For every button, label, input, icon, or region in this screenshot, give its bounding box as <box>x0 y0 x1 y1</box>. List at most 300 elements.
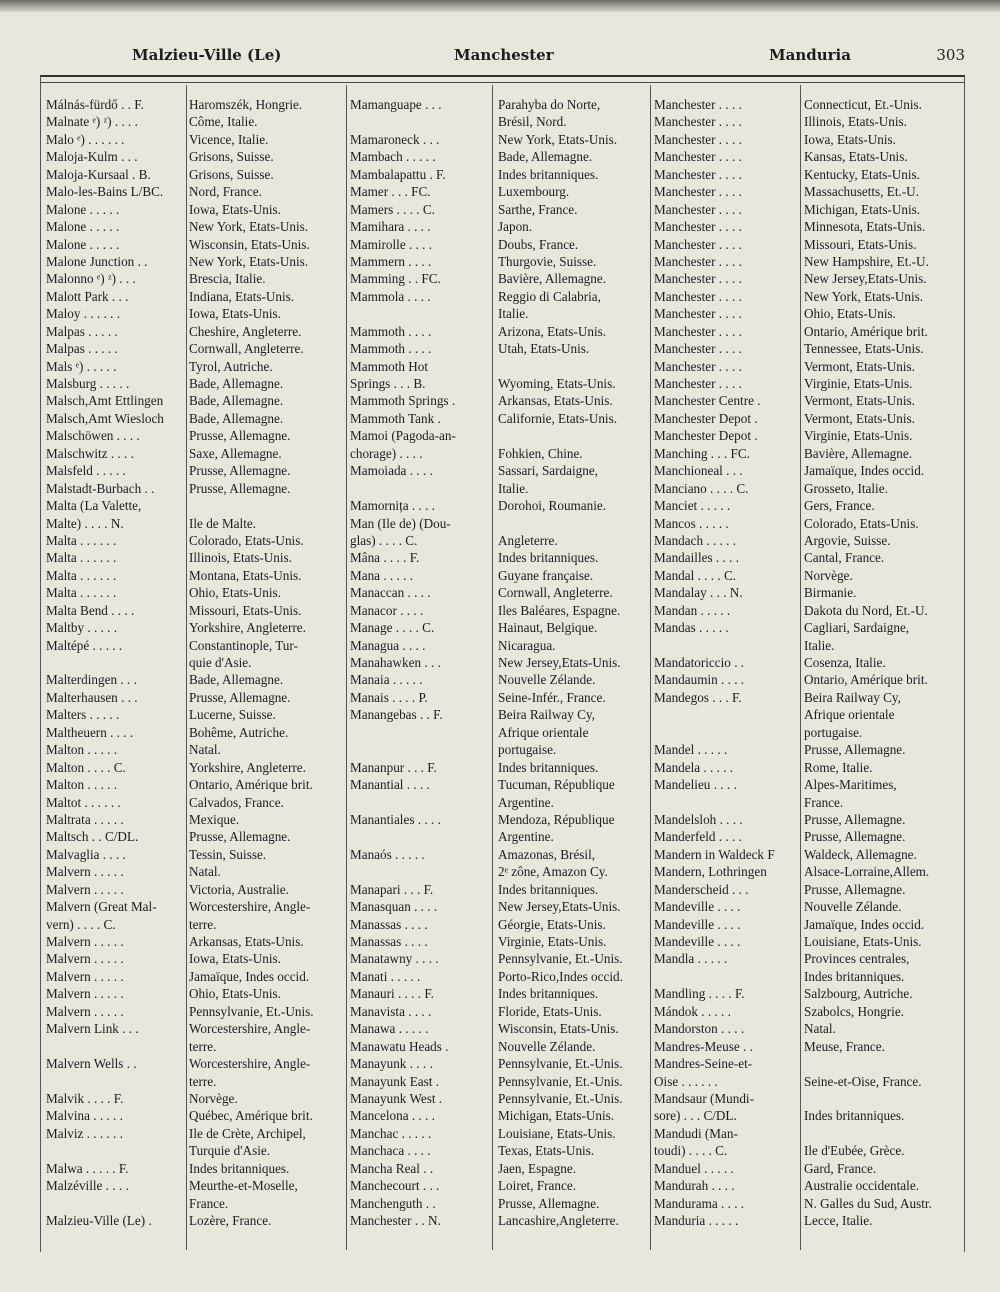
entry-row <box>350 462 650 479</box>
entry-row <box>46 1212 351 1229</box>
place-location: New Jersey,Etats-Unis. <box>498 655 621 670</box>
place-location: Grisons, Suisse. <box>189 166 274 182</box>
place-location: Angleterre. <box>498 532 558 548</box>
place-name: Manasquan . . . . <box>350 899 438 915</box>
place-location: Porto-Rico,Indes occid. <box>498 968 623 984</box>
place-name: Mandres-Seine-et- <box>654 1056 753 1072</box>
place-name: Mandela . . . . . <box>654 759 734 775</box>
entry-row <box>46 1107 351 1124</box>
entry-row <box>46 846 351 863</box>
place-location: Victoria, Australie. <box>189 881 289 897</box>
place-location: Mendoza, République <box>498 811 615 827</box>
place-name: Malviz . . . . . . <box>46 1125 123 1141</box>
place-name: Malta Bend . . . . <box>46 602 135 618</box>
place-name: Malzéville . . . . <box>46 1178 129 1194</box>
place-location: Nord, France. <box>189 184 262 200</box>
place-location: Massachusetts, Et.-U. <box>804 184 920 200</box>
place-name: toudi) . . . . C. <box>654 1143 728 1159</box>
place-name: Malvern . . . . . <box>46 968 124 984</box>
place-location: Waldeck, Allemagne. <box>804 846 917 862</box>
place-location: Natal. <box>189 864 221 880</box>
place-location: Bade, Allemagne. <box>189 410 284 426</box>
place-location: Calvados, France. <box>189 794 284 810</box>
place-location: Québec, Amérique brit. <box>189 1108 313 1124</box>
place-location: Virginie, Etats-Unis. <box>804 428 913 444</box>
place-location: Pennsylvanie, Et.-Unis. <box>498 951 623 967</box>
place-location: N. Galles du Sud, Austr. <box>804 1195 932 1211</box>
place-name: Managua . . . . <box>350 637 426 653</box>
entry-row <box>350 1142 650 1159</box>
place-location: Ontario, Amérique brit. <box>189 777 313 793</box>
place-location: Côme, Italie. <box>189 114 258 130</box>
place-name: Mana . . . . . <box>350 567 413 583</box>
entry-row <box>654 480 954 497</box>
entry-row <box>46 288 351 305</box>
place-name: Manchioneal . . . <box>654 463 743 479</box>
place-name: Malschwitz . . . . <box>46 445 134 461</box>
entry-row <box>350 846 650 863</box>
entry-row <box>654 1125 954 1142</box>
place-name: chorage) . . . . <box>350 445 423 461</box>
place-location: New York, Etats-Unis. <box>189 219 309 235</box>
place-location: Ohio, Etats-Unis. <box>189 585 281 601</box>
place-location: Jamaïque, Indes occid. <box>189 968 310 984</box>
entry-row <box>350 410 650 427</box>
place-location: New Jersey,Etats-Unis. <box>498 899 621 915</box>
entry-row <box>46 201 351 218</box>
entry-row <box>654 1107 954 1124</box>
entry-row <box>350 497 650 514</box>
place-location: Ile d'Eubée, Grèce. <box>804 1143 905 1159</box>
place-name: Manchester Centre . <box>654 393 761 409</box>
entry-row <box>46 689 351 706</box>
entry-row <box>350 358 650 375</box>
place-location: Bade, Allemagne. <box>189 393 284 409</box>
entry-row <box>46 497 351 514</box>
entry-row <box>350 619 650 636</box>
place-name: Manantial . . . . <box>350 777 430 793</box>
place-location: Indes britanniques. <box>498 759 599 775</box>
place-location: Prusse, Allemagne. <box>189 689 291 705</box>
place-location: Vermont, Etats-Unis. <box>804 358 915 374</box>
page-header <box>40 46 965 68</box>
entry-row <box>350 236 650 253</box>
place-location: Ile de Malte. <box>189 515 257 531</box>
place-name: Manchester . . . . <box>654 236 742 252</box>
place-name: Manchester . . N. <box>350 1213 441 1228</box>
entry-row <box>654 288 954 305</box>
place-name: Manchester . . . . <box>654 306 742 322</box>
place-name: Manacor . . . . <box>350 602 424 618</box>
entry-row <box>654 305 954 322</box>
place-name: Manapari . . . F. <box>350 881 434 897</box>
entry-row <box>654 1142 954 1159</box>
place-location: Arizona, Etats-Unis. <box>498 323 607 339</box>
entry-row <box>654 1055 954 1072</box>
place-name: Mancos . . . . . <box>654 515 729 531</box>
place-name: Mammoth . . . . <box>350 341 432 357</box>
place-name: Mamanguape . . . <box>350 97 442 112</box>
place-location: Cosenza, Italie. <box>804 655 886 670</box>
entry-row <box>350 689 650 706</box>
entry-row <box>46 131 351 148</box>
entry-row <box>46 427 351 444</box>
place-name: Malvern . . . . . <box>46 986 124 1002</box>
place-name: Malta . . . . . . <box>46 585 117 601</box>
place-location: Nouvelle Zélande. <box>804 899 902 915</box>
place-name: Manchester Depot . <box>654 410 758 426</box>
entry-row <box>350 480 650 497</box>
entry-row <box>654 968 954 985</box>
place-location: Afrique orientale <box>498 724 589 740</box>
place-location: Tucuman, République <box>498 777 615 793</box>
place-name: sore) . . . C/DL. <box>654 1108 737 1124</box>
place-name: Manchecourt . . . <box>350 1178 440 1194</box>
place-name: vern) . . . . C. <box>46 916 116 932</box>
place-name: Mandal . . . . C. <box>654 567 737 583</box>
place-location: Lucerne, Suisse. <box>189 707 276 723</box>
place-name: Malpas . . . . . <box>46 323 118 339</box>
entry-row <box>654 427 954 444</box>
place-location: Jaen, Espagne. <box>498 1160 576 1176</box>
place-location: portugaise. <box>498 742 557 758</box>
place-name: Manchester Depot . <box>654 428 758 444</box>
place-name: Malone . . . . . <box>46 201 120 217</box>
place-location: Arkansas, Etats-Unis. <box>189 934 304 949</box>
entry-row <box>350 392 650 409</box>
entry-row <box>654 671 954 688</box>
header-left-guide-word: Malzieu-Ville (Le) <box>132 46 282 64</box>
place-name: Manauri . . . . F. <box>350 986 434 1002</box>
place-name: Manchaca . . . . <box>350 1143 431 1159</box>
place-location: Bade, Allemagne. <box>498 149 593 165</box>
place-location: Prusse, Allemagne. <box>189 463 291 479</box>
entry-row <box>350 270 650 287</box>
place-name: Manayunk East . <box>350 1073 439 1089</box>
entry-row <box>350 584 650 601</box>
entry-row <box>654 410 954 427</box>
entry-row <box>46 148 351 165</box>
place-name: Maltot . . . . . . <box>46 794 121 810</box>
entry-row <box>654 1003 954 1020</box>
entry-row <box>46 567 351 584</box>
entry-row <box>46 1003 351 1020</box>
entry-row <box>46 602 351 619</box>
place-location: Sarthe, France. <box>498 201 578 217</box>
place-location: Grisons, Suisse. <box>189 149 274 165</box>
place-name: Mananpur . . . F. <box>350 759 437 775</box>
entry-row <box>350 602 650 619</box>
place-name: Malton . . . . C. <box>46 759 126 775</box>
place-location: Argovie, Suisse. <box>804 532 891 548</box>
entry-row <box>46 253 351 270</box>
place-location: Utah, Etats-Unis. <box>498 341 590 357</box>
entry-row <box>350 950 650 967</box>
place-location: Yorkshire, Angleterre. <box>189 759 306 775</box>
place-name: Manchester . . . . <box>654 376 742 391</box>
place-name: Manassas . . . . <box>350 934 428 949</box>
place-location: Fohkien, Chine. <box>498 445 583 461</box>
place-name: Mancha Real . . <box>350 1160 434 1176</box>
place-name: Mandaumin . . . . <box>654 672 745 688</box>
entry-row <box>654 113 954 130</box>
place-name: Mammoth Tank . <box>350 410 441 426</box>
entry-row <box>46 480 351 497</box>
place-location: Bohême, Autriche. <box>189 724 289 740</box>
place-location: Bade, Allemagne. <box>189 672 284 688</box>
entry-row <box>654 898 954 915</box>
place-name: Mandeville . . . . <box>654 899 741 915</box>
place-name: Mandla . . . . . <box>654 951 728 967</box>
entry-row <box>654 218 954 235</box>
place-name: Mandling . . . . F. <box>654 986 745 1002</box>
place-name: Mandelsloh . . . . <box>654 811 743 827</box>
entry-row <box>350 706 650 723</box>
entry-row <box>46 1142 351 1159</box>
entry-row <box>654 759 954 776</box>
entry-row <box>350 985 650 1002</box>
place-name: Malvern . . . . . <box>46 864 124 880</box>
place-name: Malvern (Great Mal- <box>46 899 157 915</box>
place-location: Argentine. <box>498 829 554 845</box>
place-location: Cantal, France. <box>804 550 885 566</box>
entry-row <box>654 776 954 793</box>
place-name: Mandalay . . . N. <box>654 585 743 601</box>
place-name: Malton . . . . . <box>46 742 118 758</box>
place-name: Malvern . . . . . <box>46 881 124 897</box>
place-name: Maltrata . . . . . <box>46 811 124 827</box>
place-name: Malvern . . . . . <box>46 934 124 949</box>
place-location: Ohio, Etats-Unis. <box>804 306 896 322</box>
entry-row <box>350 759 650 776</box>
place-location: Lancashire,Angleterre. <box>498 1213 619 1228</box>
place-location: Cagliari, Sardaigne, <box>804 620 910 636</box>
place-name: Manchester . . . . <box>654 131 742 147</box>
entry-row <box>654 794 954 811</box>
place-location: Missouri, Etats-Unis. <box>804 236 917 252</box>
entry-row <box>350 340 650 357</box>
place-name: Manchester . . . . <box>654 114 742 130</box>
place-name: Mandurah . . . . <box>654 1178 735 1194</box>
place-name: Malschöwen . . . . <box>46 428 140 444</box>
entry-row <box>350 427 650 444</box>
place-location: Reggio di Calabria, <box>498 288 601 304</box>
entry-row <box>46 1020 351 1037</box>
place-name: Manawa . . . . . <box>350 1021 429 1037</box>
place-name: Mandeville . . . . <box>654 934 741 949</box>
place-name: Malvik . . . . F. <box>46 1090 124 1106</box>
place-location: Prusse, Allemagne. <box>189 480 291 496</box>
entry-row <box>350 515 650 532</box>
entry-row <box>46 916 351 933</box>
place-name: Mandegos . . . F. <box>654 689 742 705</box>
place-location: Indes britanniques. <box>804 968 905 984</box>
place-name: Manchac . . . . . <box>350 1125 432 1141</box>
entry-row <box>654 602 954 619</box>
place-location: Pennsylvanie, Et.-Unis. <box>498 1073 623 1089</box>
entry-row <box>350 741 650 758</box>
entry-row <box>654 881 954 898</box>
place-name: Mandelieu . . . . <box>654 777 737 793</box>
place-location: Connecticut, Et.-Unis. <box>804 97 922 112</box>
entry-row <box>350 1055 650 1072</box>
entry-row <box>46 1073 351 1090</box>
place-location: Prusse, Allemagne. <box>189 829 291 845</box>
place-name: Malsburg . . . . . <box>46 376 130 391</box>
place-location: Thurgovie, Suisse. <box>498 253 597 269</box>
entry-row <box>46 236 351 253</box>
scan-top-band <box>0 0 1000 12</box>
place-location: Norvège. <box>189 1090 238 1106</box>
place-name: Manchester . . . . <box>654 341 742 357</box>
place-name: Malo ᵉ) . . . . . . <box>46 131 125 147</box>
place-name: Manchester . . . . <box>654 149 742 165</box>
entry-row <box>350 549 650 566</box>
place-name: Malvern . . . . . <box>46 1003 124 1019</box>
place-name: Mamornița . . . . <box>350 498 435 514</box>
entry-row <box>46 392 351 409</box>
place-location: Guyane française. <box>498 567 594 583</box>
entry-row <box>654 392 954 409</box>
place-location: Mexique. <box>189 811 240 827</box>
entry-row <box>654 96 954 113</box>
entry-row <box>654 131 954 148</box>
place-location: Prusse, Allemagne. <box>498 1195 600 1211</box>
place-name: Malzieu-Ville (Le) . <box>46 1213 152 1228</box>
entry-row <box>654 148 954 165</box>
place-name: Manais . . . . P. <box>350 689 428 705</box>
place-name: Mamers . . . . C. <box>350 201 435 217</box>
header-rule <box>41 82 964 83</box>
place-name: Man (Ile de) (Dou- <box>350 515 451 531</box>
place-name: Mamaroneck . . . <box>350 131 440 147</box>
place-location: quie d'Asie. <box>189 655 252 670</box>
entry-row <box>350 96 650 113</box>
entry-row <box>46 1125 351 1142</box>
place-location: Gers, France. <box>804 498 875 514</box>
place-name: Mamirolle . . . . <box>350 236 433 252</box>
place-location: Louisiane, Etats-Unis. <box>498 1125 616 1141</box>
entry-row <box>654 201 954 218</box>
place-location: Pennsylvanie, Et.-Unis. <box>498 1056 623 1072</box>
entry-row <box>654 549 954 566</box>
place-location: Indes britanniques. <box>498 881 599 897</box>
place-name: Manchester . . . . <box>654 219 742 235</box>
place-name: Malsch,Amt Wiesloch <box>46 410 164 426</box>
entry-row <box>350 881 650 898</box>
entry-row <box>350 811 650 828</box>
entry-row <box>654 724 954 741</box>
place-location: Hainaut, Belgique. <box>498 620 598 636</box>
place-location: Worcestershire, Angle- <box>189 1021 311 1037</box>
place-location: Salzbourg, Autriche. <box>804 986 913 1002</box>
entry-row <box>46 166 351 183</box>
place-location: Prusse, Allemagne. <box>804 881 906 897</box>
entry-row <box>350 1073 650 1090</box>
place-location: Ontario, Amérique brit. <box>804 672 928 688</box>
place-location: Tyrol, Autriche. <box>189 358 273 374</box>
place-location: Cornwall, Angleterre. <box>498 585 613 601</box>
place-name: Mâna . . . . F. <box>350 550 420 566</box>
place-name: Malnate ᵉ) ᶻ) . . . . <box>46 114 138 130</box>
place-location: Australie occidentale. <box>804 1178 919 1194</box>
entry-row <box>654 1212 954 1229</box>
place-name: Manantiales . . . . <box>350 811 441 827</box>
entry-row <box>350 218 650 235</box>
place-location: Indes britanniques. <box>498 986 599 1002</box>
entry-row <box>350 532 650 549</box>
entry-row <box>46 933 351 950</box>
place-location: Seine-et-Oise, France. <box>804 1073 922 1089</box>
place-name: Malta (La Valette, <box>46 498 142 514</box>
place-location: Indes britanniques. <box>498 166 599 182</box>
entry-row <box>46 1177 351 1194</box>
entry-row <box>46 549 351 566</box>
entry-row <box>46 724 351 741</box>
place-name: Manchester . . . . <box>654 288 742 304</box>
entry-row <box>46 619 351 636</box>
place-name: Manderscheid . . . <box>654 881 749 897</box>
entry-row <box>350 1177 650 1194</box>
gazetteer-column-1 <box>46 96 351 1229</box>
place-location: Italie. <box>498 480 529 496</box>
place-name: Malvern . . . . . <box>46 951 124 967</box>
entry-row <box>654 1020 954 1037</box>
place-location: Amazonas, Brésil, <box>498 846 596 862</box>
entry-row <box>46 1090 351 1107</box>
place-name: Manciet . . . . . <box>654 498 731 514</box>
entry-row <box>654 567 954 584</box>
place-location: Missouri, Etats-Unis. <box>189 602 302 618</box>
entry-row <box>654 916 954 933</box>
place-location: Minnesota, Etats-Unis. <box>804 219 926 235</box>
place-name: Manatawny . . . . <box>350 951 439 967</box>
place-location: Brescia, Italie. <box>189 271 266 287</box>
entry-row <box>46 950 351 967</box>
place-location: Bavière, Allemagne. <box>498 271 607 287</box>
place-name: Mandach . . . . . <box>654 532 737 548</box>
place-location: Texas, Etats-Unis. <box>498 1143 595 1159</box>
place-location: Meurthe-et-Moselle, <box>189 1178 298 1194</box>
place-name: Mammoth . . . . <box>350 323 432 339</box>
place-name: Manaccan . . . . <box>350 585 431 601</box>
place-location: Dorohoi, Roumanie. <box>498 498 607 514</box>
place-location: New York, Etats-Unis. <box>189 253 309 269</box>
entry-row <box>350 724 650 741</box>
place-name: Manayunk . . . . <box>350 1056 433 1072</box>
entry-row <box>46 741 351 758</box>
header-center-guide-word: Manchester <box>454 46 554 64</box>
entry-row <box>350 898 650 915</box>
place-location: Natal. <box>804 1021 836 1037</box>
entry-row <box>654 1177 954 1194</box>
place-location: Natal. <box>189 742 221 758</box>
entry-row <box>654 584 954 601</box>
place-location: Meuse, France. <box>804 1038 885 1054</box>
entry-row <box>654 340 954 357</box>
entry-row <box>654 253 954 270</box>
place-location: Birmanie. <box>804 585 857 601</box>
place-name: Manderfeld . . . . <box>654 829 742 845</box>
place-name: Maloy . . . . . . <box>46 306 120 322</box>
entry-row <box>350 863 650 880</box>
place-location: portugaise. <box>804 724 863 740</box>
place-location: Alsace-Lorraine,Allem. <box>804 864 930 880</box>
page-number: 303 <box>936 46 965 64</box>
place-name: Mandorston . . . . <box>654 1021 745 1037</box>
place-location: Iowa, Etats-Unis. <box>189 306 281 322</box>
place-location: Haromszék, Hongrie. <box>189 97 303 112</box>
